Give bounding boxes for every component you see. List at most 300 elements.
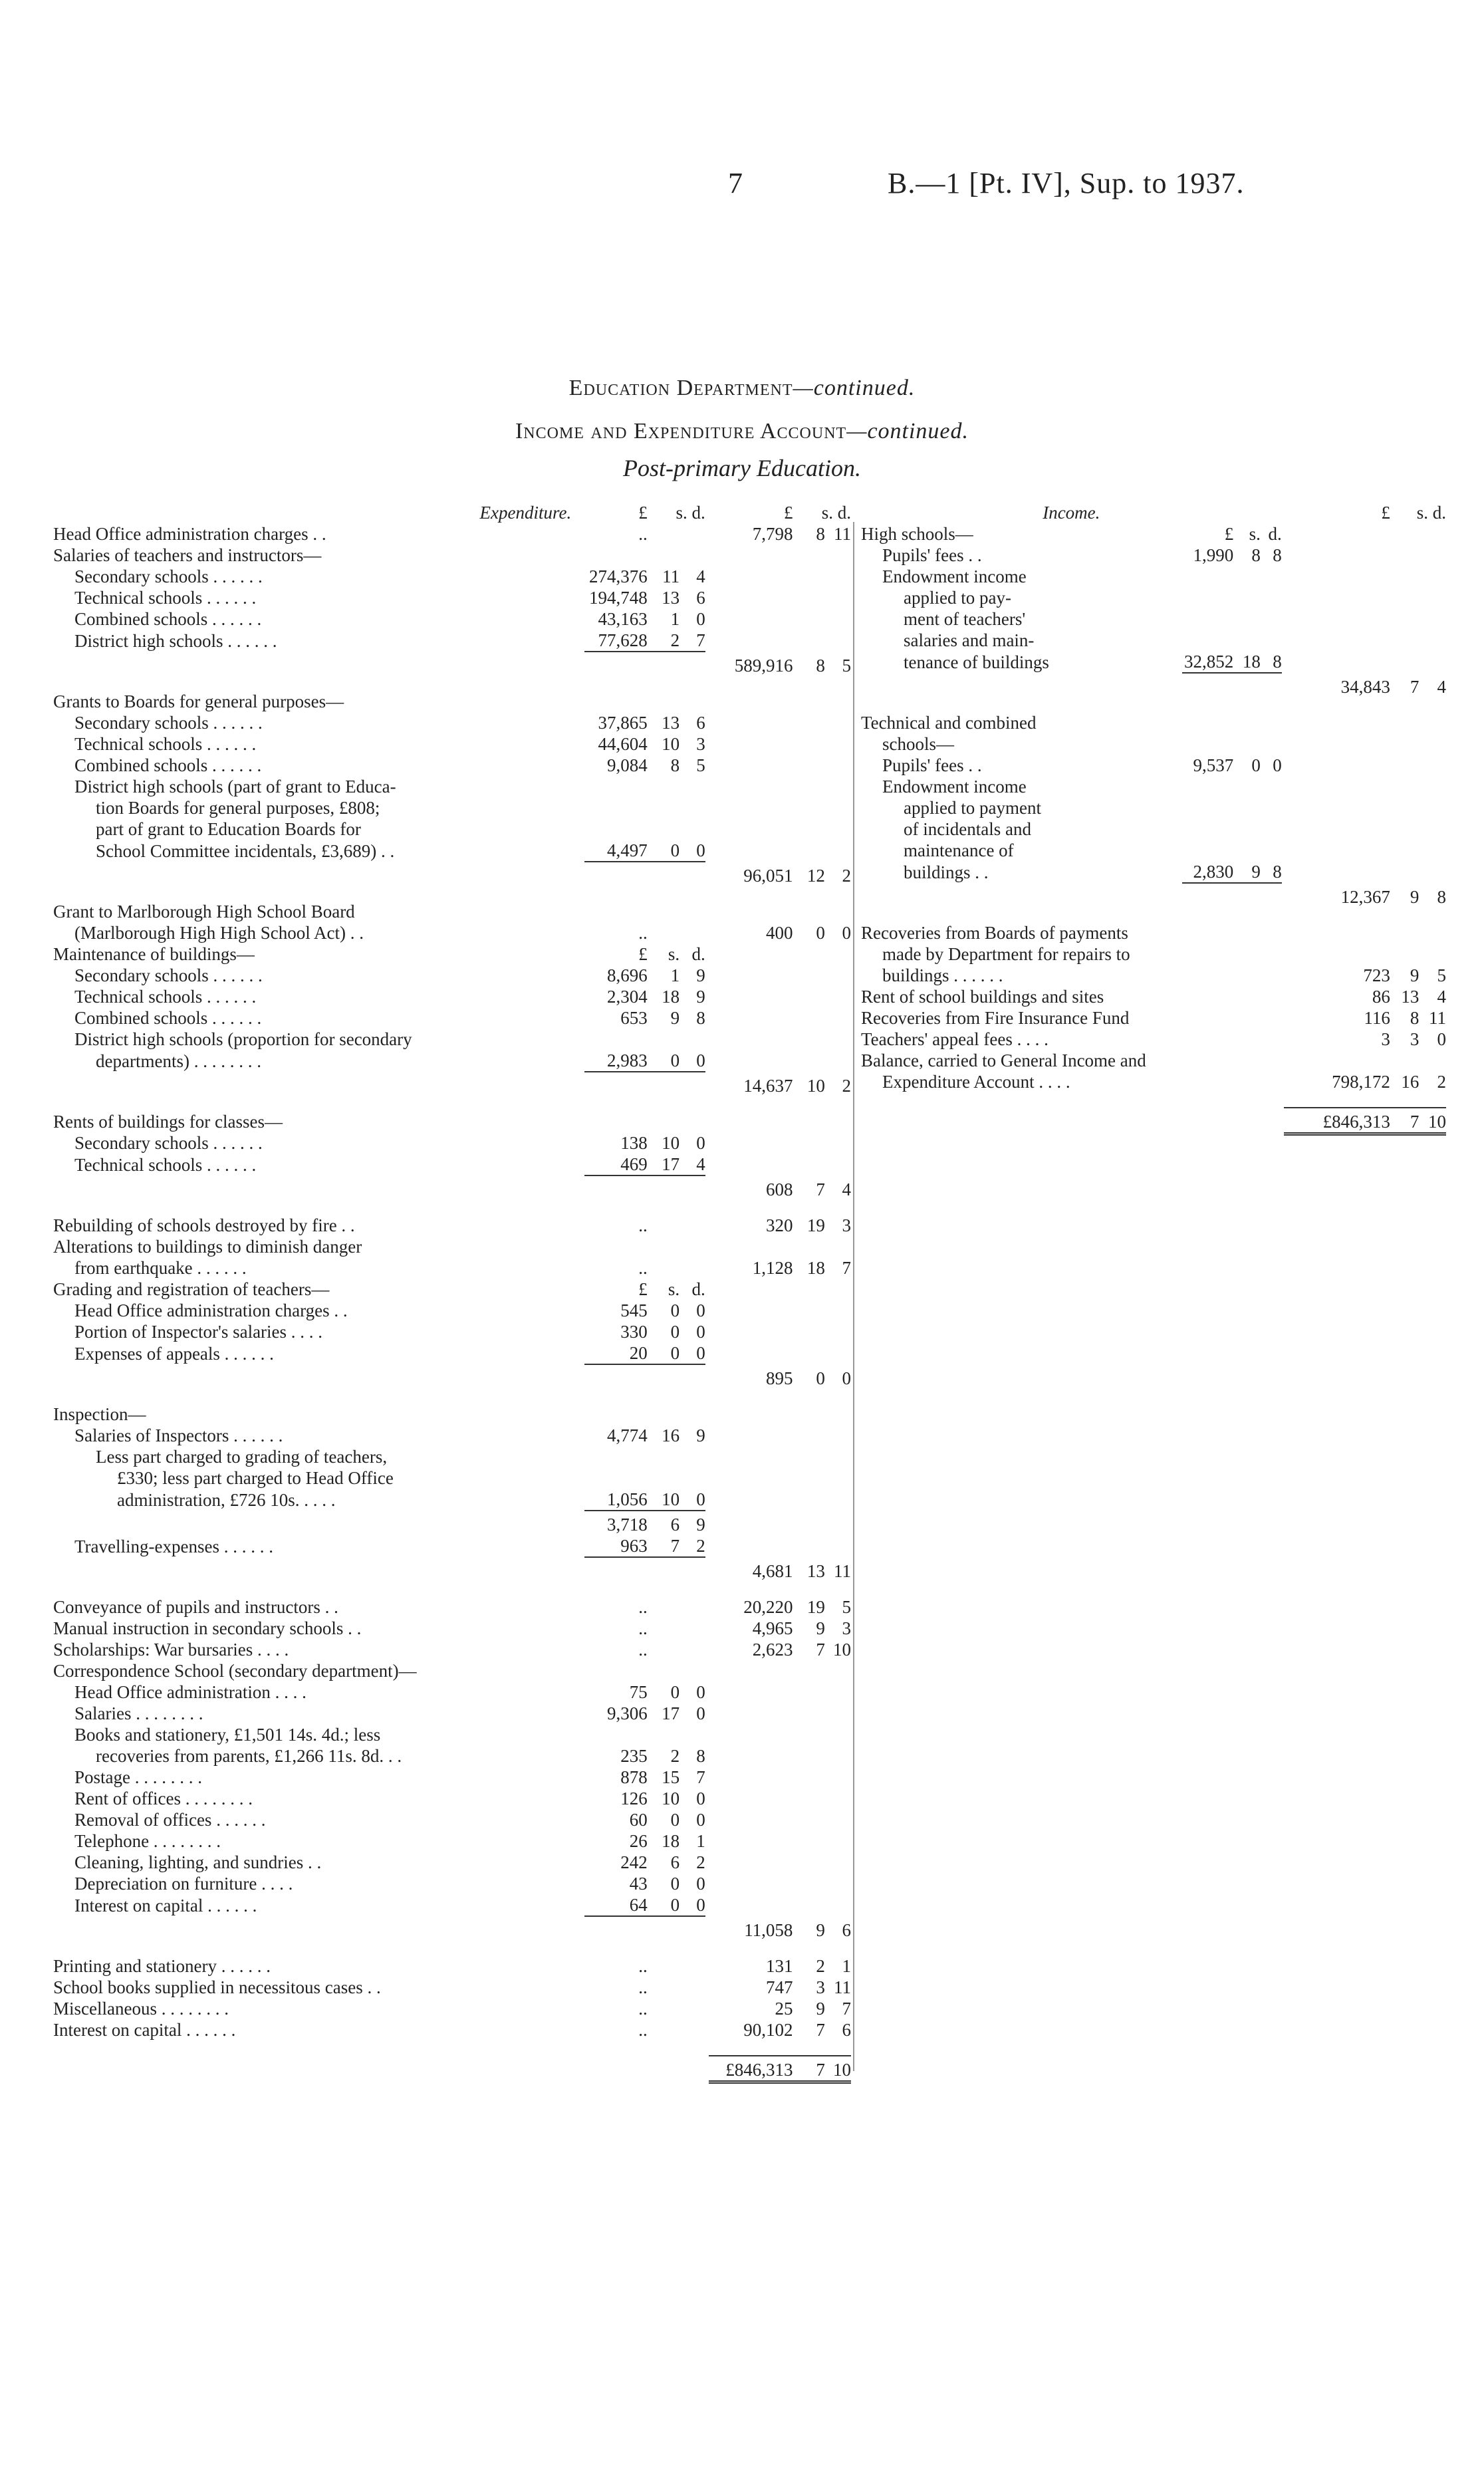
income-row: [861, 608, 1446, 630]
expenditure-row: [53, 943, 851, 965]
expenditure-amount-pence: 9: [696, 987, 705, 1007]
spacer-row: [53, 886, 851, 901]
expenditure-total-pounds: 589,916: [734, 656, 793, 676]
expenditure-amount-shillings: 10: [662, 1788, 680, 1808]
expenditure-amount-shillings: 7: [670, 1536, 680, 1556]
column-divider: [853, 522, 854, 2071]
income-grand-total-shillings: 7: [1390, 1111, 1420, 1134]
expenditure-row-label: Grant to Marlborough High School Board: [53, 902, 355, 922]
expenditure-amount-pence: 0: [696, 840, 705, 860]
exp-col-pounds: £: [638, 503, 648, 523]
expenditure-row: [53, 733, 851, 755]
expenditure-amount-pounds: 330: [620, 1322, 648, 1342]
account-name: Income and Expenditure Account: [515, 419, 847, 443]
expenditure-row-label: Depreciation on furniture . . . .: [74, 1874, 293, 1894]
expenditure-row-label: Interest on capital . . . . . .: [53, 2020, 236, 2040]
expenditure-row: [53, 986, 851, 1007]
expenditure-row: [53, 1279, 851, 1300]
income-row: [861, 861, 1446, 883]
expenditure-total-pence: 2: [842, 1076, 851, 1096]
expenditure-amount-shillings: 13: [662, 713, 680, 733]
expenditure-amount-pence: 0: [696, 1133, 705, 1153]
expenditure-row: [53, 818, 851, 840]
income-grand-total-pence: 10: [1419, 1111, 1446, 1134]
department-suffix: —continued.: [793, 376, 916, 400]
expenditure-row-label: Salaries of Inspectors . . . . . .: [74, 1425, 283, 1445]
expenditure-row-label: [53, 1514, 584, 1535]
expenditure-total-pence: 6: [842, 1920, 851, 1940]
expenditure-amount-pounds: 3,718: [606, 1515, 648, 1535]
expenditure-row-label: Books and stationery, £1,501 14s. 4d.; less: [74, 1725, 381, 1745]
expenditure-row-label: Technical schools . . . . . .: [74, 588, 257, 608]
income-row-label: buildings . . . . . .: [882, 965, 1003, 985]
expenditure-row: [53, 523, 851, 545]
expenditure-row: [53, 1767, 851, 1788]
expenditure-row-label: Grants to Boards for general purposes—: [53, 691, 344, 711]
expenditure-amount-pence: 0: [696, 1322, 705, 1342]
income-row-label: Expenditure Account . . . .: [882, 1072, 1070, 1092]
expenditure-row: [53, 1321, 851, 1342]
expenditure-amount-pounds: 43,163: [598, 609, 648, 629]
income-row: [861, 566, 1446, 587]
expenditure-amount-shillings: 2: [670, 1746, 680, 1766]
expenditure-row-label: School Committee incidentals, £3,689) . .: [96, 841, 395, 861]
expenditure-total-pounds: 320: [765, 1215, 793, 1235]
expenditure-row-label: Head Office administration charges . .: [53, 524, 326, 544]
expenditure-amount-shillings: 0: [670, 1050, 680, 1070]
expenditure-amount-placeholder: ..: [638, 1956, 648, 1976]
expenditure-amount-pence: 7: [696, 1767, 705, 1787]
expenditure-amount-pence: d.: [691, 944, 705, 964]
expenditure-total-pounds: 4,965: [752, 1618, 793, 1638]
expenditure-row-label: Less part charged to grading of teachers,: [96, 1447, 388, 1467]
expenditure-amount-shillings: 0: [670, 1343, 680, 1363]
income-table: [861, 502, 1446, 1136]
expenditure-amount-shillings: 16: [662, 1425, 680, 1445]
expenditure-row: [53, 1368, 851, 1389]
expenditure-header-row: [53, 502, 851, 523]
expenditure-row: [53, 1236, 851, 1257]
income-total-pence: 8: [1437, 887, 1446, 907]
income-row: [861, 986, 1446, 1007]
expenditure-amount-pence: 0: [696, 1703, 705, 1723]
expenditure-total-pounds: 608: [765, 1179, 793, 1199]
expenditure-amount-pence: 3: [696, 734, 705, 754]
expenditure-amount-pence: 7: [696, 630, 705, 650]
income-row: [861, 755, 1446, 776]
expenditure-row-label: Conveyance of pupils and instructors . .: [53, 1597, 338, 1617]
income-row-label: [861, 886, 1182, 908]
expenditure-amount-pence: 2: [696, 1536, 705, 1556]
expenditure-row: [53, 712, 851, 733]
expenditure-amount-pence: 0: [696, 1300, 705, 1320]
income-row: [861, 818, 1446, 840]
expenditure-amount-placeholder: ..: [638, 1618, 648, 1638]
expenditure-amount-pounds: £: [638, 1279, 648, 1299]
department-title: [0, 376, 1484, 401]
expenditure-row-label: administration, £726 10s. . . . .: [117, 1490, 336, 1510]
expenditure-row-label: [53, 1368, 584, 1389]
expenditure-row: [53, 1852, 851, 1873]
spacer-row: [53, 1389, 851, 1404]
expenditure-total-pence: 0: [842, 1368, 851, 1388]
income-amount-pence: 8: [1273, 652, 1282, 672]
expenditure-row-label: Removal of offices . . . . . .: [74, 1810, 266, 1830]
income-amount-pence: 8: [1273, 862, 1282, 882]
expenditure-amount-shillings: 9: [670, 1008, 680, 1028]
income-row-label: ment of teachers': [904, 609, 1026, 629]
expenditure-amount-shillings: 6: [670, 1515, 680, 1535]
expenditure-total-pounds: 2,623: [752, 1640, 793, 1660]
income-row-label: High schools—: [861, 524, 973, 544]
income-total-pounds: 86: [1372, 987, 1390, 1007]
expenditure-row-label: Miscellaneous . . . . . . . .: [53, 1999, 229, 2019]
expenditure-total-pounds: 20,220: [743, 1597, 793, 1617]
expenditure-row-label: District high schools (proportion for secondary: [74, 1029, 412, 1049]
expenditure-total-pence: 11: [834, 1561, 851, 1581]
expenditure-total-pounds: 96,051: [743, 866, 793, 886]
expenditure-amount-shillings: 11: [662, 566, 680, 586]
expenditure-amount-pence: d.: [691, 1279, 705, 1299]
expenditure-amount-pence: 9: [696, 1425, 705, 1445]
expenditure-total-pence: 3: [842, 1618, 851, 1638]
expenditure-row-label: Travelling-expenses . . . . . .: [74, 1537, 273, 1556]
expenditure-row: [53, 1007, 851, 1029]
expenditure-row-label: tion Boards for general purposes, £808;: [96, 798, 380, 818]
income-grand-total-pounds: £846,313: [1284, 1111, 1390, 1134]
income-total-pounds: 116: [1364, 1008, 1390, 1028]
expenditure-amount-shillings: 10: [662, 1133, 680, 1153]
expenditure-row: [53, 1788, 851, 1809]
income-row: [861, 1029, 1446, 1050]
expenditure-amount-pounds: 77,628: [598, 630, 648, 650]
expenditure-row: [53, 797, 851, 818]
expenditure-amount-pounds: 235: [620, 1746, 648, 1766]
income-amount-pence: 8: [1273, 545, 1282, 565]
income-total-shillings: 16: [1401, 1072, 1420, 1092]
expenditure-row-label: Alterations to buildings to diminish danger: [53, 1237, 362, 1257]
income-row-label: Endowment income: [882, 777, 1027, 797]
expenditure-amount-pounds: 64: [629, 1895, 648, 1915]
expenditure-amount-placeholder: ..: [638, 1258, 648, 1278]
expenditure-row: [53, 1179, 851, 1200]
expenditure-row-label: Secondary schools . . . . . .: [74, 965, 263, 985]
expenditure-row-label: Secondary schools . . . . . .: [74, 1133, 263, 1153]
expenditure-amount-pounds: 274,376: [588, 566, 648, 586]
income-amount-pounds: 32,852: [1184, 652, 1234, 672]
expenditure-amount-shillings: 8: [670, 755, 680, 775]
expenditure-row: [53, 1703, 851, 1724]
expenditure-row: [53, 1830, 851, 1852]
expenditure-amount-placeholder: ..: [638, 1215, 648, 1235]
expenditure-row-label: part of grant to Education Boards for: [96, 819, 361, 839]
income-total-pounds: 34,843: [1340, 677, 1390, 697]
expenditure-row: [53, 1425, 851, 1446]
expenditure-amount-pounds: 469: [620, 1154, 648, 1174]
expenditure-amount-shillings: 1: [670, 965, 680, 985]
expenditure-row: [53, 865, 851, 886]
expenditure-amount-pence: 9: [696, 965, 705, 985]
income-row-label: Balance, carried to General Income and: [861, 1050, 1146, 1070]
income-row: [861, 886, 1446, 908]
income-amount-shillings: 18: [1242, 652, 1261, 672]
income-row-label: schools—: [882, 734, 954, 754]
expenditure-amount-shillings: 17: [662, 1703, 680, 1723]
expenditure-row: [53, 608, 851, 630]
expenditure-row: [53, 1029, 851, 1050]
expenditure-row: [53, 1467, 851, 1489]
income-row: [861, 545, 1446, 566]
expenditure-amount-pounds: 126: [620, 1788, 648, 1808]
expenditure-row: [53, 2019, 851, 2040]
expenditure-total-shillings: 8: [816, 524, 825, 544]
income-total-shillings: 3: [1410, 1029, 1420, 1049]
expenditure-amount-pence: 2: [696, 1852, 705, 1872]
expenditure-amount-shillings: 0: [670, 1322, 680, 1342]
expenditure-row: [53, 1446, 851, 1467]
expenditure-total-shillings: 13: [806, 1561, 825, 1581]
income-amount-pence: d.: [1268, 524, 1282, 544]
income-row: [861, 733, 1446, 755]
expenditure-row-label: Telephone . . . . . . . .: [74, 1831, 221, 1851]
expenditure-row-label: Rent of offices . . . . . . . .: [74, 1788, 253, 1808]
expenditure-amount-pounds: 43: [629, 1874, 648, 1894]
expenditure-row: [53, 922, 851, 943]
income-row-label: maintenance of: [904, 840, 1014, 860]
expenditure-amount-pounds: 44,604: [598, 734, 648, 754]
expenditure-row-label: Salaries of teachers and instructors—: [53, 545, 322, 565]
expenditure-amount-shillings: s.: [668, 1279, 680, 1299]
expenditure-row: [53, 1111, 851, 1132]
expenditure-total-pounds: 90,102: [743, 2020, 793, 2040]
income-row-label: of incidentals and: [904, 819, 1031, 839]
expenditure-row: [53, 1809, 851, 1830]
page-number: 7: [728, 167, 743, 199]
expenditure-amount-pence: 6: [696, 713, 705, 733]
expenditure-row: [53, 1300, 851, 1321]
expenditure-total-pounds: 11,058: [744, 1920, 793, 1940]
expenditure-amount-shillings: 0: [670, 1895, 680, 1915]
income-row-label: made by Department for repairs to: [882, 944, 1130, 964]
expenditure-amount-placeholder: ..: [638, 923, 648, 943]
expenditure-row-label: departments) . . . . . . . .: [96, 1051, 261, 1071]
income-row: [861, 922, 1446, 943]
expenditure-row: [53, 566, 851, 587]
expenditure-row-label: Portion of Inspector's salaries . . . .: [74, 1322, 323, 1342]
income-row-label: applied to payment: [904, 798, 1041, 818]
expenditure-amount-shillings: 18: [662, 987, 680, 1007]
income-column: [861, 502, 1446, 1136]
expenditure-total-pence: 0: [842, 923, 851, 943]
exp-col-total-pounds: £: [783, 503, 793, 523]
expenditure-row-label: Secondary schools . . . . . .: [74, 566, 263, 586]
expenditure-row-label: Technical schools . . . . . .: [74, 1155, 257, 1175]
income-row-label: Endowment income: [882, 566, 1027, 586]
expenditure-amount-pounds: 242: [620, 1852, 648, 1872]
account-title: [0, 419, 1484, 444]
expenditure-row: [53, 1257, 851, 1279]
expenditure-total-shillings: 7: [816, 2020, 825, 2040]
expenditure-row: [53, 1977, 851, 1998]
expenditure-amount-placeholder: ..: [638, 1640, 648, 1660]
expenditure-row: [53, 840, 851, 862]
expenditure-total-shillings: 9: [816, 1920, 825, 1940]
expenditure-total-shillings: 18: [806, 1258, 825, 1278]
income-row: [861, 1050, 1446, 1071]
expenditure-amount-pounds: 545: [620, 1300, 648, 1320]
expenditure-row-label: Technical schools . . . . . .: [74, 987, 257, 1007]
expenditure-amount-shillings: 10: [662, 734, 680, 754]
expenditure-amount-pounds: £: [638, 944, 648, 964]
expenditure-row-label: Salaries . . . . . . . .: [74, 1703, 203, 1723]
expenditure-row-label: District high schools . . . . . .: [74, 631, 277, 651]
expenditure-total-pounds: 895: [765, 1368, 793, 1388]
expenditure-grand-total-shillings: 7: [793, 2059, 824, 2082]
expenditure-row: [53, 1535, 851, 1557]
expenditure-row: [53, 1618, 851, 1639]
expenditure-row: [53, 1639, 851, 1660]
income-amount-pounds: 2,830: [1193, 862, 1234, 882]
income-amount-pounds: £: [1224, 524, 1234, 544]
expenditure-row-label: Combined schools . . . . . .: [74, 609, 262, 629]
income-row: [861, 651, 1446, 673]
expenditure-row-label: Scholarships: War bursaries . . . .: [53, 1640, 289, 1660]
expenditure-amount-pence: 0: [696, 1682, 705, 1702]
income-row-label: salaries and main-: [904, 630, 1035, 650]
income-row-label: [861, 676, 1182, 697]
expenditure-row: [53, 630, 851, 652]
expenditure-row-label: [53, 1919, 584, 1941]
expenditure-row-label: Head Office administration . . . .: [74, 1682, 307, 1702]
income-row-label: Teachers' appeal fees . . . .: [861, 1029, 1049, 1049]
document-reference: B.—1 [Pt. IV], Sup. to 1937.: [888, 167, 1245, 199]
income-total-pounds: 3: [1381, 1029, 1390, 1049]
expenditure-total-shillings: 2: [816, 1956, 825, 1976]
expenditure-row: [53, 1489, 851, 1511]
expenditure-row: [53, 587, 851, 608]
expenditure-amount-pounds: 878: [620, 1767, 648, 1787]
expenditure-amount-pounds: 138: [620, 1133, 648, 1153]
income-amount-pounds: 1,990: [1193, 545, 1234, 565]
expenditure-heading: Expenditure.: [479, 503, 572, 523]
income-total-pence: 5: [1437, 965, 1446, 985]
expenditure-row-label: recoveries from parents, £1,266 11s. 8d. . .: [96, 1746, 402, 1766]
expenditure-amount-pounds: 26: [629, 1831, 648, 1851]
expenditure-row-label: Combined schools . . . . . .: [74, 1008, 262, 1028]
income-heading: Income.: [1043, 503, 1100, 523]
income-header-row: [861, 502, 1446, 523]
expenditure-row: [53, 1514, 851, 1535]
expenditure-row-label: Rents of buildings for classes—: [53, 1112, 283, 1132]
expenditure-amount-pence: 8: [696, 1746, 705, 1766]
expenditure-row: [53, 691, 851, 712]
expenditure-amount-shillings: 0: [670, 1874, 680, 1894]
expenditure-amount-pence: 0: [696, 1895, 705, 1915]
expenditure-grand-total-row: [53, 2059, 851, 2082]
expenditure-amount-pounds: 9,084: [606, 755, 648, 775]
expenditure-row: [53, 901, 851, 922]
exp-col-total-sd: s. d.: [821, 503, 851, 523]
income-row: [861, 943, 1446, 965]
income-total-shillings: 9: [1410, 887, 1420, 907]
expenditure-row-label: Manual instruction in secondary schools . .: [53, 1618, 362, 1638]
expenditure-row: [53, 655, 851, 676]
expenditure-row: [53, 1660, 851, 1681]
income-total-shillings: 7: [1410, 677, 1420, 697]
inc-col-total-sd: s. d.: [1416, 503, 1446, 523]
income-row-label: tenance of buildings: [904, 652, 1049, 672]
expenditure-total-shillings: 19: [806, 1597, 825, 1617]
expenditure-row: [53, 545, 851, 566]
expenditure-amount-shillings: 6: [670, 1852, 680, 1872]
inc-col-total-pounds: £: [1381, 503, 1390, 523]
expenditure-total-pence: 10: [833, 1640, 851, 1660]
spacer-row: [53, 1200, 851, 1215]
income-total-pence: 2: [1437, 1072, 1446, 1092]
expenditure-total-pence: 1: [842, 1956, 851, 1976]
expenditure-amount-placeholder: ..: [638, 2020, 648, 2040]
expenditure-amount-pence: 0: [696, 1874, 705, 1894]
expenditure-amount-shillings: 0: [670, 1682, 680, 1702]
expenditure-amount-pounds: 963: [620, 1536, 648, 1556]
expenditure-row-label: [53, 655, 584, 676]
income-row-label: Pupils' fees . .: [882, 545, 982, 565]
income-row: [861, 676, 1446, 697]
expenditure-row: [53, 1404, 851, 1425]
expenditure-row: [53, 1919, 851, 1941]
income-row: [861, 712, 1446, 733]
income-amount-shillings: 0: [1251, 755, 1261, 775]
income-total-shillings: 8: [1410, 1008, 1420, 1028]
expenditure-amount-pence: 0: [696, 1810, 705, 1830]
income-row-label: Rent of school buildings and sites: [861, 987, 1104, 1007]
expenditure-amount-shillings: 18: [662, 1831, 680, 1851]
expenditure-row-label: Rebuilding of schools destroyed by fire . .: [53, 1215, 355, 1235]
income-row-label: Recoveries from Fire Insurance Fund: [861, 1008, 1130, 1028]
expenditure-total-pence: 5: [842, 656, 851, 676]
income-grand-total-row: [861, 1111, 1446, 1134]
expenditure-row: [53, 1560, 851, 1582]
expenditure-amount-placeholder: ..: [638, 1999, 648, 2019]
expenditure-row-label: [53, 1179, 584, 1200]
income-amount-shillings: 8: [1251, 545, 1261, 565]
expenditure-total-pence: 4: [842, 1179, 851, 1199]
expenditure-amount-pence: 4: [696, 1154, 705, 1174]
expenditure-amount-pence: 0: [696, 609, 705, 629]
expenditure-amount-pence: 0: [696, 1788, 705, 1808]
expenditure-amount-pounds: 194,748: [588, 588, 648, 608]
spacer-row: [861, 1092, 1446, 1108]
spacer-row: [861, 697, 1446, 712]
expenditure-amount-pence: 8: [696, 1008, 705, 1028]
expenditure-total-pounds: 1,128: [752, 1258, 793, 1278]
income-amount-pounds: 9,537: [1193, 755, 1234, 775]
expenditure-row: [53, 1154, 851, 1175]
expenditure-row: [53, 965, 851, 986]
expenditure-amount-pounds: 2,983: [606, 1050, 648, 1070]
expenditure-row: [53, 1050, 851, 1072]
exp-col-sd: s. d.: [676, 503, 705, 523]
income-total-pounds: 723: [1363, 965, 1390, 985]
expenditure-amount-pounds: 75: [629, 1682, 648, 1702]
expenditure-total-pounds: 131: [765, 1956, 793, 1976]
expenditure-row-label: Head Office administration charges . .: [74, 1300, 348, 1320]
expenditure-amount-shillings: s.: [668, 944, 680, 964]
income-row-label: applied to pay-: [904, 588, 1011, 608]
expenditure-row-label: Maintenance of buildings—: [53, 944, 255, 964]
expenditure-row: [53, 776, 851, 797]
income-row: [861, 630, 1446, 651]
